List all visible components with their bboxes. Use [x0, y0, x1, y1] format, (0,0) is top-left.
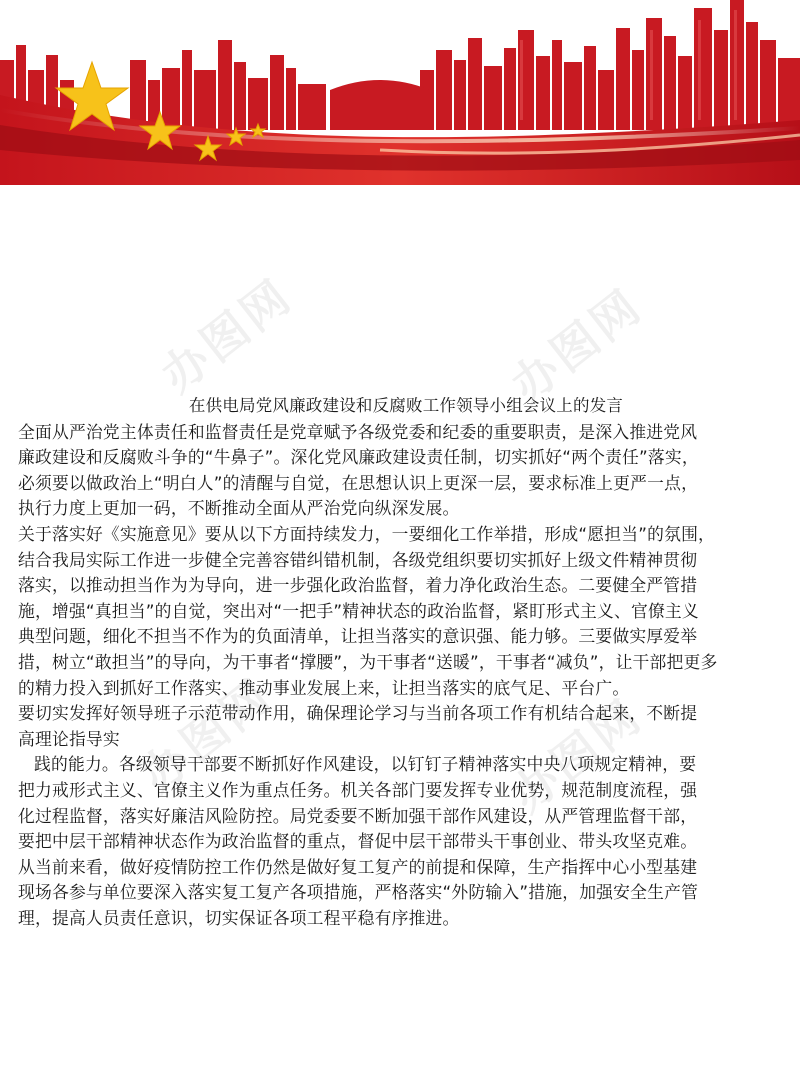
- text-line: 关于落实好《实施意见》要从以下方面持续发力，一要细化工作举措，形成“愿担当”的氛围，: [18, 523, 716, 544]
- paragraph: [18, 522, 794, 701]
- text-line: 落实，以推动担当作为为导向，进一步强化政治监督，着力净化政治生态。二要健全严管措: [18, 575, 698, 596]
- watermark: 办图网: [501, 687, 653, 823]
- text-line: 要切实发挥好领导班子示范带动作用，确保理论学习与当前各项工作有机结合起来，不断提: [18, 703, 698, 724]
- watermark: 办图网: [501, 277, 653, 413]
- text-line: 全面从严治党主体责任和监督责任是党章赋予各级党委和纪委的重要职责，是深入推进党风: [18, 421, 698, 442]
- text-line: 措，树立“敢担当”的导向，为干事者“撑腰”，为干事者“送暖”，干事者“减负”，让干部把更多: [18, 651, 718, 672]
- text-line: 施，增强“真担当”的自觉，突出对“一把手”精神状态的政治监督，紧盯形式主义、官僚主义: [18, 600, 699, 621]
- text-line: 化过程监督，落实好廉洁风险防控。局党委要不断加强干部作风建设，从严管理监督干部，: [18, 805, 698, 826]
- paragraph: [18, 420, 794, 522]
- paragraph: [18, 752, 794, 931]
- watermark: 办图网: [151, 267, 303, 403]
- skyline-banner-icon: [0, 0, 800, 185]
- watermark: 办图网: [131, 667, 283, 803]
- text-line: 理，提高人员责任意识，切实保证各项工程平稳有序推进。: [18, 907, 460, 928]
- document-body: [18, 393, 794, 931]
- text-line: 现场各参与单位要深入落实复工复产各项措施，严格落实“外防输入”措施，加强安全生产管: [18, 882, 699, 903]
- header-banner: [0, 0, 800, 185]
- text-line: 高理论指导实: [18, 728, 120, 749]
- text-line: 从当前来看，做好疫情防控工作仍然是做好复工复产的前提和保障，生产指挥中心小型基建: [18, 856, 698, 877]
- document-title: 在供电局党风廉政建设和反腐败工作领导小组会议上的发言: [188, 396, 624, 415]
- text-line: 要把中层干部精神状态作为政治监督的重点，督促中层干部带头干事创业、带头攻坚克难。: [18, 831, 698, 852]
- text-line: 结合我局实际工作进一步健全完善容错纠错机制，各级党组织要切实抓好上级文件精神贯彻: [18, 549, 698, 570]
- text-line: 必须要以做政治上“明白人”的清醒与自觉，在思想认识上更深一层，要求标准上更严一点，: [18, 472, 699, 493]
- text-line: 执行力度上更加一码，不断推动全面从严治党向纵深发展。: [18, 498, 460, 519]
- text-line: 把力戒形式主义、官僚主义作为重点任务。机关各部门要发挥专业优势，规范制度流程，强: [18, 779, 698, 800]
- text-line: 廉政建设和反腐败斗争的“牛鼻子”。深化党风廉政建设责任制，切实抓好“两个责任”落实，: [18, 447, 699, 468]
- paragraph: [18, 701, 794, 752]
- text-line: 典型问题，细化不担当不作为的负面清单，让担当落实的意识强、能力够。三要做实厚爱举: [18, 626, 698, 647]
- text-line: 践的能力。各级领导干部要不断抓好作风建设，以钉钉子精神落实中央八项规定精神，要: [34, 754, 697, 775]
- text-line: 的精力投入到抓好工作落实、推动事业发展上来，让担当落实的底气足、平台广。: [18, 677, 630, 698]
